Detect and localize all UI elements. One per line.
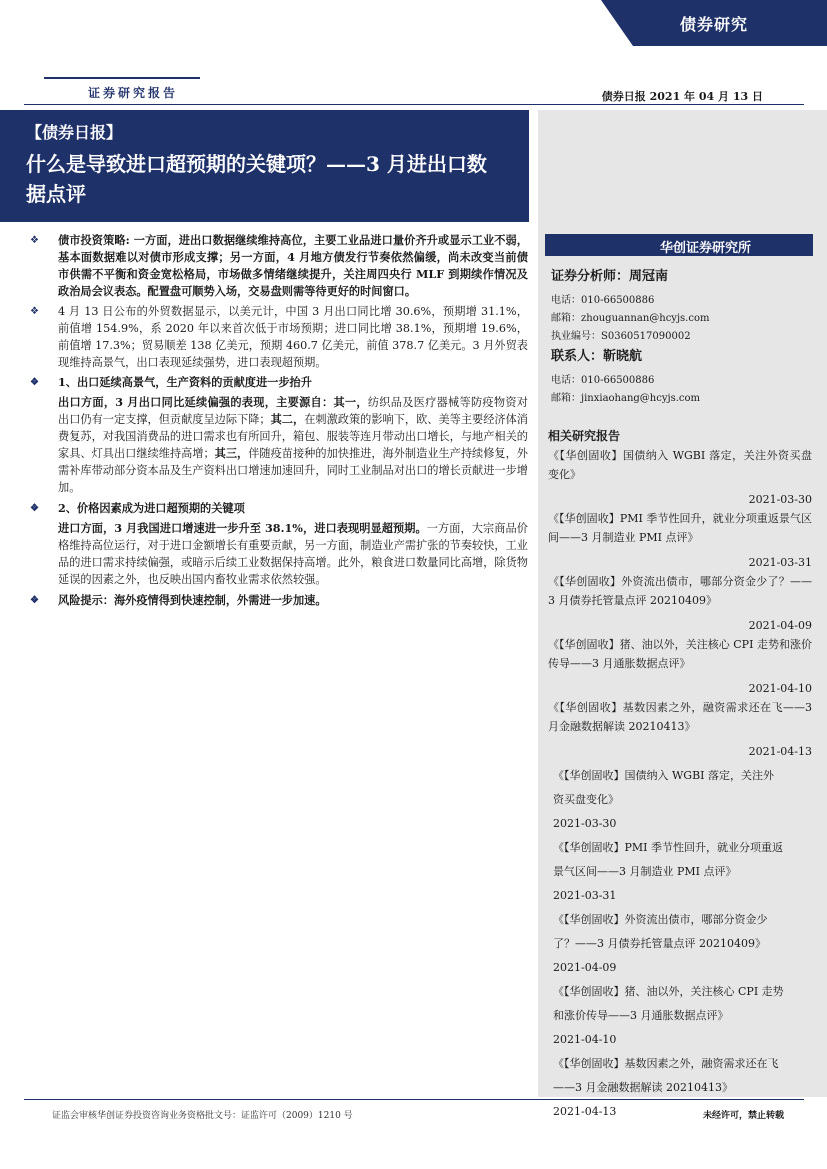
- export-heading-text: 1、出口延续高景气，生产资料的贡献度进一步抬升: [58, 375, 312, 389]
- related-reports-list-repeat: [553, 764, 811, 1124]
- strategy-text: 一方面，进出口数据继续维持高位，主要工业品进口量价齐升或显示工业不弱，基本面数据难以对债市形成支撑；另一方面，4 月地方债发行节奏依然偏缓，尚未改变当前债市供需不平衡和资金宽松格局，市场做多情绪继续提升，关注周四央行 MLF 到期续作情况及政治局会议表态。配置盘可顺势入场，交易盘则需等待更好的时间窗口。: [58, 233, 528, 298]
- related-repeat-line[interactable]: 资买盘变化》: [553, 793, 619, 806]
- header-accent-rule: [44, 77, 200, 79]
- analyst-license: 执业编号：S0360517090002: [551, 331, 691, 342]
- related-repeat-line[interactable]: 《【华创固收】猪、油以外，关注核心 CPI 走势: [553, 985, 784, 998]
- page-title: 什么是导致进口超预期的关键项？——3 月进出口数据点评: [26, 152, 487, 206]
- related-reports-title: 相关研究报告: [548, 429, 621, 443]
- import-heading-text: 2、价格因素成为进口超预期的关键项: [58, 501, 245, 515]
- export-paragraph: [30, 394, 528, 496]
- related-report-date: 2021-04-10: [748, 682, 812, 695]
- export-point-3: 伴随疫苗接种的加快推进，海外制造业生产持续修复，外需补库带动部分资本品及生产资料出口增速加速回升，同时工业制品对出口的增长贡献进一步增加。: [58, 447, 528, 494]
- related-report-date: 2021-04-09: [748, 619, 812, 632]
- bullet-trade-data: [30, 303, 528, 371]
- risk-text: 风险提示：海外疫情得到快速控制，外需进一步加速。: [58, 593, 327, 607]
- analyst-name: 证券分析师：周冠南: [551, 269, 669, 284]
- related-repeat-line[interactable]: 《【华创固收】国债纳入 WGBI 落定，关注外: [553, 769, 775, 782]
- export-point-3-lead: 其三，: [214, 446, 249, 460]
- export-point-2: 在刺激政策的影响下，欧、美等主要经济体消费复苏，对我国消费品的进口需求也有所回升，箱包、服装等连月带动出口增长，与地产相关的家具、灯具出口继续维持高增；: [58, 413, 528, 460]
- related-repeat-date: 2021-03-31: [553, 889, 617, 902]
- related-report-link[interactable]: 《【华创固收】猪、油以外，关注核心 CPI 走势和涨价传导——3 月通胀数据点评》: [548, 638, 812, 670]
- title-banner: [0, 110, 529, 222]
- related-report-date: 2021-03-30: [748, 493, 812, 506]
- header-corner-tab: [0, 0, 827, 46]
- related-report-date: 2021-04-13: [748, 745, 812, 758]
- export-point-1: 纺织品及医疗器械等防疫物资对出口仍有一定支撑，但贡献度呈边际下降；: [58, 396, 528, 426]
- bullet-risk: [30, 592, 528, 609]
- related-report-link[interactable]: 《【华创固收】国债纳入 WGBI 落定，关注外资买盘变化》: [548, 449, 812, 481]
- related-repeat-line[interactable]: 《【华创固收】基数因素之外，融资需求还在飞: [553, 1057, 779, 1070]
- related-repeat-date: 2021-04-13: [553, 1105, 617, 1118]
- header-divider: [24, 104, 804, 105]
- diamond-bullet-icon: ❖: [30, 503, 39, 514]
- related-repeat-line[interactable]: 了？——3 月债券托管量点评 20210409》: [553, 937, 766, 950]
- strategy-lead: 债市投资策略:: [58, 233, 130, 247]
- diamond-bullet-icon: ❖: [30, 235, 39, 246]
- related-repeat-line[interactable]: 景气区间——3 月制造业 PMI 点评》: [553, 865, 737, 878]
- footer-notice: 未经许可，禁止转载: [702, 1111, 784, 1121]
- related-repeat-line[interactable]: 和涨价传导——3 月通胀数据点评》: [553, 1009, 729, 1022]
- analyst-info: [551, 266, 811, 408]
- title-tag: 【债券日报】: [26, 123, 123, 142]
- firm-banner: 华创证券研究所: [545, 234, 813, 256]
- contact-phone: 电话：010-66500886: [551, 375, 655, 386]
- analyst-phone: 电话：010-66500886: [551, 295, 655, 306]
- export-lead: 出口方面，3 月出口同比延续偏强的表现，主要源自：其一，: [58, 395, 368, 409]
- report-type-label: 证券研究报告: [88, 86, 179, 100]
- trade-data-text: 4 月 13 日公布的外贸数据显示，以美元计，中国 3 月出口同比增 30.6%，预期增 31.1%，前值增 154.9%，系 2020 年以来首次低于市场预期；进口同比增 38.1%，预期增 19.6%，前值增 17.3%；贸易顺差 138 亿美元，预期 460.7 亿美元，前值 378.7 亿美元。3 月外贸表现维持高景气，出口表现延续强势，进口表现超预期。: [58, 305, 528, 369]
- diamond-bullet-icon: ❖: [30, 306, 39, 317]
- related-report-link[interactable]: 《【华创固收】PMI 季节性回升，就业分项重返景气区间——3 月制造业 PMI 点评》: [548, 512, 812, 544]
- related-repeat-line[interactable]: 《【华创固收】外资流出债市，哪部分资金少: [553, 913, 768, 926]
- related-repeat-line[interactable]: 《【华创固收】PMI 季节性回升，就业分项重返: [553, 841, 784, 854]
- import-text: 一方面，大宗商品价格维持高位运行，对于进口金额增长有重要贡献，另一方面，制造业产需扩张的节奏较快，工业品的进口需求持续偏强，或暗示后续工业数据保持高增。此外，粮食进口数量同比高增，除货物延误的因素之外，也反映出国内畜牧业需求依然较强。: [58, 522, 528, 586]
- import-paragraph: [30, 520, 528, 588]
- section-heading-export: [30, 374, 528, 391]
- related-repeat-line[interactable]: ——3 月金融数据解读 20210413》: [553, 1081, 733, 1094]
- diamond-bullet-icon: ❖: [30, 595, 39, 606]
- related-repeat-date: 2021-04-09: [553, 961, 617, 974]
- export-point-2-lead: 其二，: [270, 412, 305, 426]
- contact-name: 联系人：靳晓航: [551, 349, 643, 364]
- related-report-date: 2021-03-31: [748, 556, 812, 569]
- diamond-bullet-icon: ❖: [30, 377, 39, 388]
- footer-license: 证监会审核华创证券投资咨询业务资格批文号：证监许可（2009）1210 号: [52, 1111, 353, 1121]
- section-label: 债券研究: [679, 15, 748, 34]
- related-reports-list: [548, 446, 812, 761]
- import-lead: 进口方面，3 月我国进口增速进一步升至 38.1%，进口表现明显超预期。: [58, 521, 427, 535]
- bullet-strategy: [30, 232, 528, 300]
- contact-email[interactable]: 邮箱：jinxiaohang@hcyjs.com: [551, 393, 701, 404]
- related-repeat-date: 2021-03-30: [553, 817, 617, 830]
- section-heading-import: [30, 500, 528, 517]
- footer-divider: [24, 1099, 804, 1100]
- related-repeat-date: 2021-04-10: [553, 1033, 617, 1046]
- related-report-link[interactable]: 《【华创固收】基数因素之外，融资需求还在飞——3 月金融数据解读 20210413》: [548, 701, 812, 733]
- report-date: 债券日报 2021 年 04 月 13 日: [601, 90, 763, 103]
- analyst-email[interactable]: 邮箱：zhouguannan@hcyjs.com: [551, 313, 710, 324]
- related-report-link[interactable]: 《【华创固收】外资流出债市，哪部分资金少了？——3 月债券托管量点评 20210409》: [548, 575, 812, 607]
- main-content: [30, 232, 528, 612]
